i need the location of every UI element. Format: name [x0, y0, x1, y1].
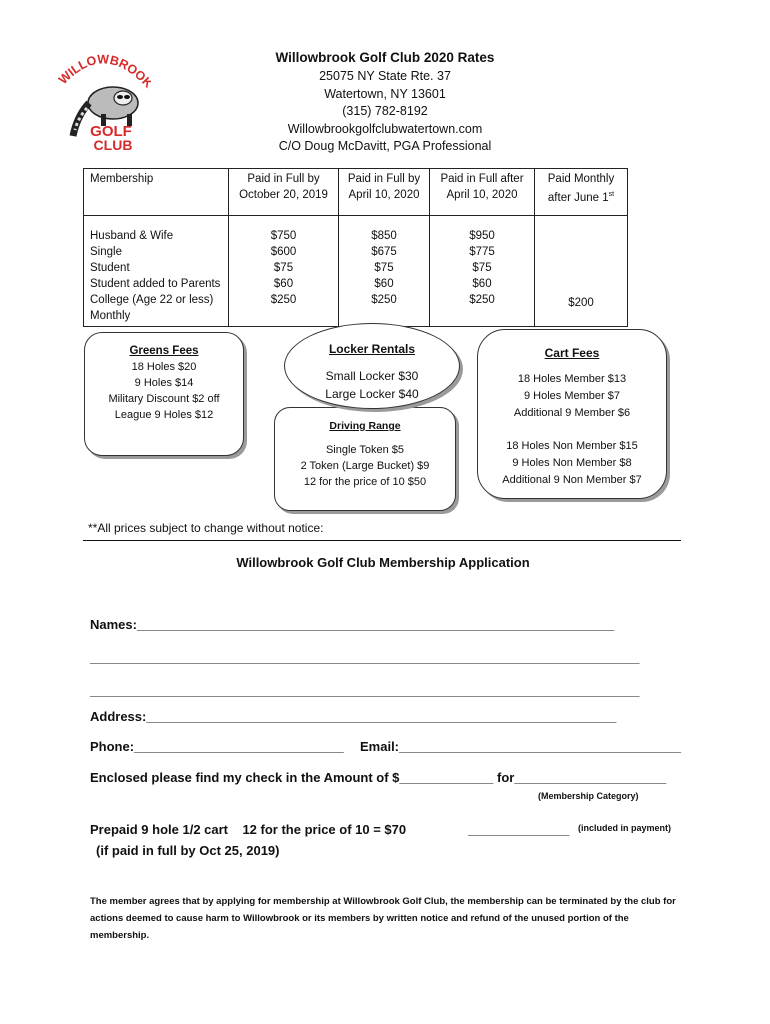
price-cell: $75: [472, 262, 492, 274]
membership-agreement: The member agrees that by applying for membership at Willowbrook Golf Club, the membership can be terminated by the club for actions deemed to cause harm to Willowbrook or its members by written notice and refund of the unused portion of the membership.: [90, 896, 676, 941]
names-field-line-3[interactable]: ____________________________________________________________________________: [90, 683, 640, 698]
price-cell: $675: [371, 246, 397, 258]
prices-monthly: [535, 216, 628, 327]
price-cell: $75: [273, 262, 294, 274]
price-cell: $60: [472, 278, 492, 290]
price-cell: $60: [273, 278, 294, 290]
cart-fee-item: Additional 9 Member $6: [513, 407, 631, 419]
prices-oct: [229, 216, 339, 327]
greens-fee-item: 9 Holes $14: [134, 377, 194, 389]
price-cell: $950: [469, 230, 495, 242]
driving-range-item: 2 Token (Large Bucket) $9: [300, 460, 430, 472]
price-cell: $600: [270, 246, 297, 258]
paid-by-note: (if paid in full by Oct 25, 2019): [96, 843, 280, 858]
prices-apr: [339, 216, 430, 327]
divider: [83, 540, 681, 541]
included-in-payment-label: (included in payment): [578, 823, 672, 833]
rates-header: [200, 48, 570, 156]
header-membership: Membership: [84, 169, 229, 216]
membership-item: Single: [90, 246, 122, 258]
header-paid-monthly: Paid Monthly after June 1st: [535, 169, 628, 216]
price-cell: $750: [270, 230, 297, 242]
header-paid-oct: Paid in Full by October 20, 2019: [229, 169, 339, 216]
price-cell: $250: [371, 294, 397, 306]
driving-range-box: [274, 407, 456, 511]
membership-item: College (Age 22 or less): [90, 294, 214, 306]
rates-body-row: [84, 216, 628, 327]
cart-fee-item: 18 Holes Non Member $15: [506, 440, 638, 452]
greens-fees-title: Greens Fees: [129, 345, 199, 357]
address-field[interactable]: Address:_________________________________________________________________: [90, 709, 617, 724]
prepaid-cart-field[interactable]: ______________: [468, 822, 570, 837]
cart-fees-title: Cart Fees: [544, 346, 600, 360]
header-paid-after: Paid in Full after April 10, 2020: [430, 169, 535, 216]
driving-range-item: Single Token $5: [325, 444, 405, 456]
address-line-1: 25075 NY State Rte. 37: [319, 69, 451, 83]
check-amount-field[interactable]: Enclosed please find my check in the Amount of $_____________ for_____________________: [90, 770, 667, 785]
prices-after: [430, 216, 535, 327]
cart-fees-box: [477, 329, 667, 499]
logo-text-arc: WILLOWBROO: [56, 52, 149, 87]
contact-line: C/O Doug McDavitt, PGA Professional: [278, 139, 492, 153]
locker-item: Small Locker $30: [325, 369, 419, 383]
header-paid-apr: Paid in Full by April 10, 2020: [339, 169, 430, 216]
membership-types: [84, 216, 229, 327]
locker-item: Large Locker $40: [325, 387, 419, 401]
prepaid-cart-label: Prepaid 9 hole 1/2 cart 12 for the price of 10 = $70: [90, 822, 407, 837]
greens-fees-box: [84, 332, 244, 456]
membership-item: Husband & Wife: [90, 230, 174, 242]
club-logo: [53, 48, 151, 152]
monthly-price: $200: [568, 297, 594, 309]
names-field[interactable]: Names:__________________________________________________________________: [90, 617, 615, 632]
website: Willowbrookgolfclubwatertown.com: [287, 121, 483, 136]
price-cell: $250: [270, 294, 297, 306]
price-cell: $775: [469, 246, 495, 258]
locker-rentals-box: [284, 323, 460, 409]
price-cell: $850: [371, 230, 397, 242]
email-field[interactable]: Email:_______________________________________: [360, 739, 681, 754]
phone-field[interactable]: Phone:_____________________________: [90, 739, 344, 754]
membership-item: Student added to Parents: [90, 278, 221, 290]
price-cell: $60: [374, 278, 394, 290]
rates-title: Willowbrook Golf Club 2020 Rates: [275, 50, 495, 65]
cart-fee-item: 9 Holes Non Member $8: [512, 457, 632, 469]
rates-header-row: [84, 169, 628, 216]
names-field-line-2[interactable]: ____________________________________________________________________________: [90, 650, 640, 665]
greens-fee-item: League 9 Holes $12: [114, 409, 214, 421]
price-cell: $250: [469, 294, 495, 306]
locker-rentals-title: Locker Rentals: [328, 342, 416, 356]
membership-item: Student: [90, 262, 130, 274]
greens-fee-item: 18 Holes $20: [131, 361, 197, 373]
phone-number: (315) 782-8192: [342, 104, 428, 118]
cart-fee-item: 9 Holes Member $7: [524, 390, 620, 402]
logo-text-golf: GOLF: [90, 123, 132, 140]
membership-item: Monthly: [90, 310, 131, 322]
cart-fee-item: Additional 9 Non Member $7: [502, 474, 642, 486]
price-change-note: **All prices subject to change without notice:: [88, 521, 324, 535]
price-cell: $75: [374, 262, 394, 274]
greens-fee-item: Military Discount $2 off: [108, 393, 220, 405]
logo-text-club: CLUB: [93, 137, 133, 152]
driving-range-title: Driving Range: [329, 420, 401, 432]
rates-table: [83, 168, 628, 327]
membership-category-label: (Membership Category): [538, 791, 639, 801]
cart-fee-item: 18 Holes Member $13: [517, 373, 627, 385]
driving-range-item: 12 for the price of 10 $50: [303, 476, 427, 488]
application-title: Willowbrook Golf Club Membership Application: [236, 555, 530, 570]
address-line-2: Watertown, NY 13601: [324, 86, 446, 101]
